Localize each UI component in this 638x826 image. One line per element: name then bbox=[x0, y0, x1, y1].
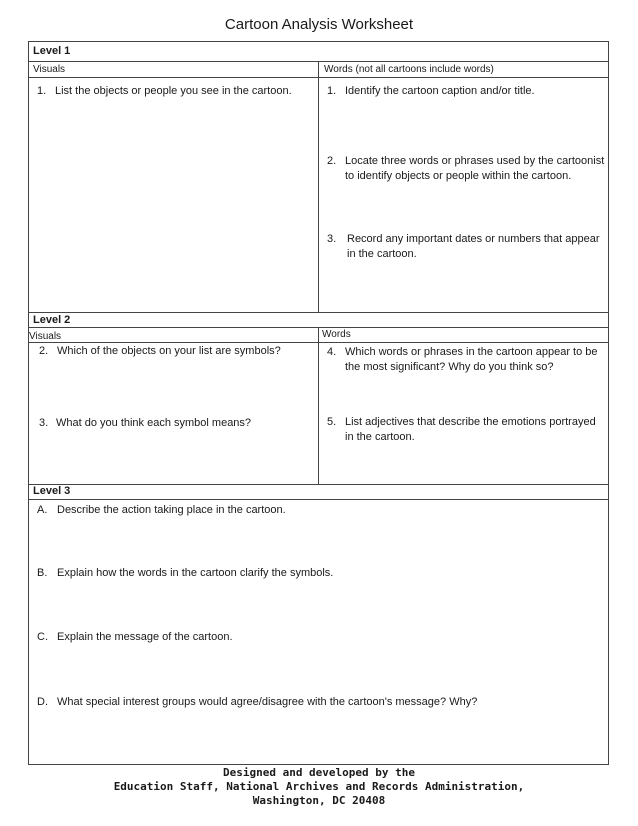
level-3-question-c bbox=[37, 630, 602, 645]
question-text: What special interest groups would agree/disagree with the cartoon's message? Why? bbox=[57, 696, 478, 708]
level-1-words-question-1 bbox=[327, 84, 607, 99]
footer-line-1: Designed and developed by the bbox=[222, 766, 416, 779]
question-text: Locate three words or phrases used by the cartoonist to identify objects or people within the cartoon. bbox=[345, 155, 605, 182]
question-text: Explain how the words in the cartoon clarify the symbols. bbox=[57, 567, 334, 579]
question-number: B. bbox=[37, 567, 48, 579]
question-number: 2. bbox=[39, 345, 49, 357]
footer-line-2: Education Staff, National Archives and Records Administration, bbox=[113, 780, 525, 793]
level-2-visuals-header: Visuals bbox=[29, 331, 62, 342]
level-1-words-question-3 bbox=[327, 232, 607, 262]
question-text: List the objects or people you see in the cartoon. bbox=[55, 85, 292, 97]
question-number: 1. bbox=[37, 85, 47, 97]
question-number: A. bbox=[37, 504, 48, 516]
question-number: 1. bbox=[327, 85, 337, 97]
worksheet-table bbox=[28, 41, 609, 765]
level-2-words-question-4 bbox=[327, 345, 607, 375]
question-text: Identify the cartoon caption and/or title. bbox=[345, 85, 535, 97]
level-3-question-d bbox=[37, 695, 602, 710]
question-number: 4. bbox=[327, 346, 337, 358]
page-title: Cartoon Analysis Worksheet bbox=[224, 16, 414, 33]
question-number: 3. bbox=[327, 233, 337, 245]
question-text: Record any important dates or numbers that appear in the cartoon. bbox=[347, 233, 600, 260]
level-2-visuals-question-3 bbox=[39, 416, 311, 431]
question-number: C. bbox=[37, 631, 48, 643]
divider bbox=[29, 499, 608, 500]
question-text: List adjectives that describe the emotions portrayed in the cartoon. bbox=[345, 416, 596, 443]
question-text: Which of the objects on your list are symbols? bbox=[57, 345, 281, 357]
level-2-words-header: Words bbox=[322, 329, 351, 340]
level-1-words-header: Words (not all cartoons include words) bbox=[324, 64, 494, 75]
level-2-visuals-question-2 bbox=[39, 344, 311, 359]
level-2-heading: Level 2 bbox=[33, 314, 71, 326]
question-number: 5. bbox=[327, 416, 337, 428]
level-1-visuals-header: Visuals bbox=[33, 64, 66, 75]
question-text: What do you think each symbol means? bbox=[56, 417, 252, 429]
level-2-words-question-5 bbox=[327, 415, 607, 445]
question-number: 2. bbox=[327, 155, 337, 167]
level-3-heading: Level 3 bbox=[33, 485, 71, 497]
question-text: Which words or phrases in the cartoon appear to be the most significant? Why do you think so? bbox=[345, 346, 598, 373]
divider bbox=[29, 312, 608, 313]
footer-line-3: Washington, DC 20408 bbox=[252, 794, 386, 807]
footer-credits bbox=[0, 766, 638, 808]
question-text: Explain the message of the cartoon. bbox=[57, 631, 233, 643]
question-text: Describe the action taking place in the cartoon. bbox=[57, 504, 286, 516]
level-3-question-b bbox=[37, 566, 602, 581]
question-number: D. bbox=[37, 696, 48, 708]
question-number: 3. bbox=[39, 417, 49, 429]
level-3-question-a bbox=[37, 503, 602, 518]
level-1-visuals-question-1 bbox=[37, 84, 309, 99]
level-1-words-question-2 bbox=[327, 154, 607, 184]
divider bbox=[29, 484, 608, 485]
column-divider bbox=[318, 327, 319, 484]
column-divider bbox=[318, 61, 319, 312]
level-1-heading: Level 1 bbox=[33, 45, 71, 57]
